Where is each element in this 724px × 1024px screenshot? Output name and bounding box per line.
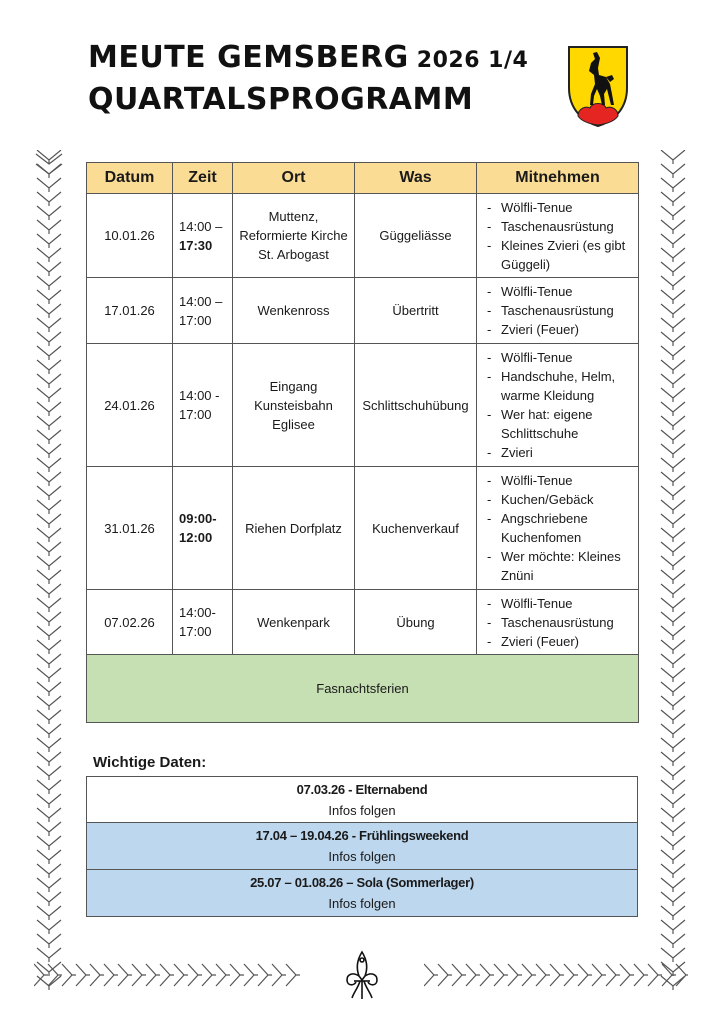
important-date-info: Infos folgen: [328, 849, 396, 864]
zeit-cell: 14:00- 17:00: [173, 590, 233, 655]
decorative-border-left: [34, 150, 64, 990]
list-item: - Handschuhe, Helm, warme Kleidung: [483, 367, 632, 405]
title-period: 2026 1/4: [416, 48, 529, 73]
list-item: - Wer hat: eigene Schlittschuhe: [483, 405, 632, 443]
was-cell: Güggeliässe: [355, 194, 477, 278]
list-item: - Wölfli-Tenue: [483, 471, 632, 490]
mitnehmen-cell: [477, 467, 639, 590]
table-row: [87, 278, 639, 344]
ort-cell: Wenkenpark: [233, 590, 355, 655]
mitnehmen-cell: [477, 278, 639, 344]
table-header-row: [87, 163, 639, 194]
datum-cell: 10.01.26: [87, 194, 173, 278]
ort-cell: Muttenz, Reformierte Kirche St. Arbogast: [233, 194, 355, 278]
important-date-item: [86, 776, 638, 823]
important-dates-list: [86, 776, 638, 917]
was-cell: Übung: [355, 590, 477, 655]
title-main: MEUTE GEMSBERG: [88, 40, 409, 75]
ort-cell: Riehen Dorfplatz: [233, 467, 355, 590]
important-date-info: Infos folgen: [328, 802, 396, 818]
column-header-ort: Ort: [233, 163, 355, 194]
decorative-border-right: [658, 150, 688, 990]
list-item: - Wer möchte: Kleines Znüni: [483, 547, 632, 585]
important-dates-heading: Wichtige Daten:: [93, 754, 207, 771]
datum-cell: 07.02.26: [87, 590, 173, 655]
important-date-title: 07.03.26 - Elternabend: [296, 781, 428, 797]
coat-of-arms-icon: [566, 44, 630, 128]
list-item: - Wölfli-Tenue: [483, 348, 632, 367]
list-item: - Zvieri (Feuer): [483, 632, 632, 651]
ort-cell: Wenkenross: [233, 278, 355, 344]
table-row: [87, 590, 639, 655]
list-item: - Kleines Zvieri (es gibt Güggeli): [483, 236, 632, 274]
fleur-de-lis-icon: [344, 950, 380, 1002]
important-date-item: [86, 870, 638, 917]
table-row: [87, 467, 639, 590]
mitnehmen-cell: [477, 344, 639, 467]
page-title: [88, 40, 528, 75]
mitnehmen-cell: [477, 590, 639, 655]
program-table: [86, 162, 639, 723]
important-date-info: Infos folgen: [328, 896, 396, 911]
important-date-title: 17.04 – 19.04.26 - Frühlingsweekend: [255, 828, 469, 843]
list-item: - Taschenausrüstung: [483, 217, 632, 236]
list-item: - Zvieri: [483, 443, 632, 462]
zeit-cell: 09:00- 12:00: [173, 467, 233, 590]
list-item: - Wölfli-Tenue: [483, 282, 632, 301]
list-item: - Angschriebene Kuchenfomen: [483, 509, 632, 547]
column-header-datum: Datum: [87, 163, 173, 194]
holiday-row: [87, 655, 639, 723]
important-date-item: [86, 823, 638, 870]
zeit-cell: 14:00 – 17:30: [173, 194, 233, 278]
list-item: - Zvieri (Feuer): [483, 320, 632, 339]
was-cell: Kuchenverkauf: [355, 467, 477, 590]
list-item: - Taschenausrüstung: [483, 613, 632, 632]
list-item: - Wölfli-Tenue: [483, 198, 632, 217]
ort-cell: Eingang Kunsteisbahn Eglisee: [233, 344, 355, 467]
datum-cell: 17.01.26: [87, 278, 173, 344]
list-item: - Wölfli-Tenue: [483, 594, 632, 613]
zeit-cell: 14:00 - 17:00: [173, 344, 233, 467]
list-item: - Kuchen/Gebäck: [483, 490, 632, 509]
list-item: - Taschenausrüstung: [483, 301, 632, 320]
zeit-cell: 14:00 – 17:00: [173, 278, 233, 344]
important-date-title: 25.07 – 01.08.26 – Sola (Sommerlager): [250, 875, 474, 890]
column-header-mitnehmen: Mitnehmen: [477, 163, 639, 194]
holiday-cell: Fasnachtsferien: [87, 655, 639, 723]
decorative-border-bottom-left: [34, 958, 302, 992]
column-header-zeit: Zeit: [173, 163, 233, 194]
page-subtitle: QUARTALSPROGRAMM: [88, 82, 474, 117]
decorative-border-bottom-right: [424, 958, 688, 992]
was-cell: Schlittschuhübung: [355, 344, 477, 467]
datum-cell: 31.01.26: [87, 467, 173, 590]
mitnehmen-cell: [477, 194, 639, 278]
table-row: [87, 194, 639, 278]
column-header-was: Was: [355, 163, 477, 194]
table-row: [87, 344, 639, 467]
datum-cell: 24.01.26: [87, 344, 173, 467]
was-cell: Übertritt: [355, 278, 477, 344]
